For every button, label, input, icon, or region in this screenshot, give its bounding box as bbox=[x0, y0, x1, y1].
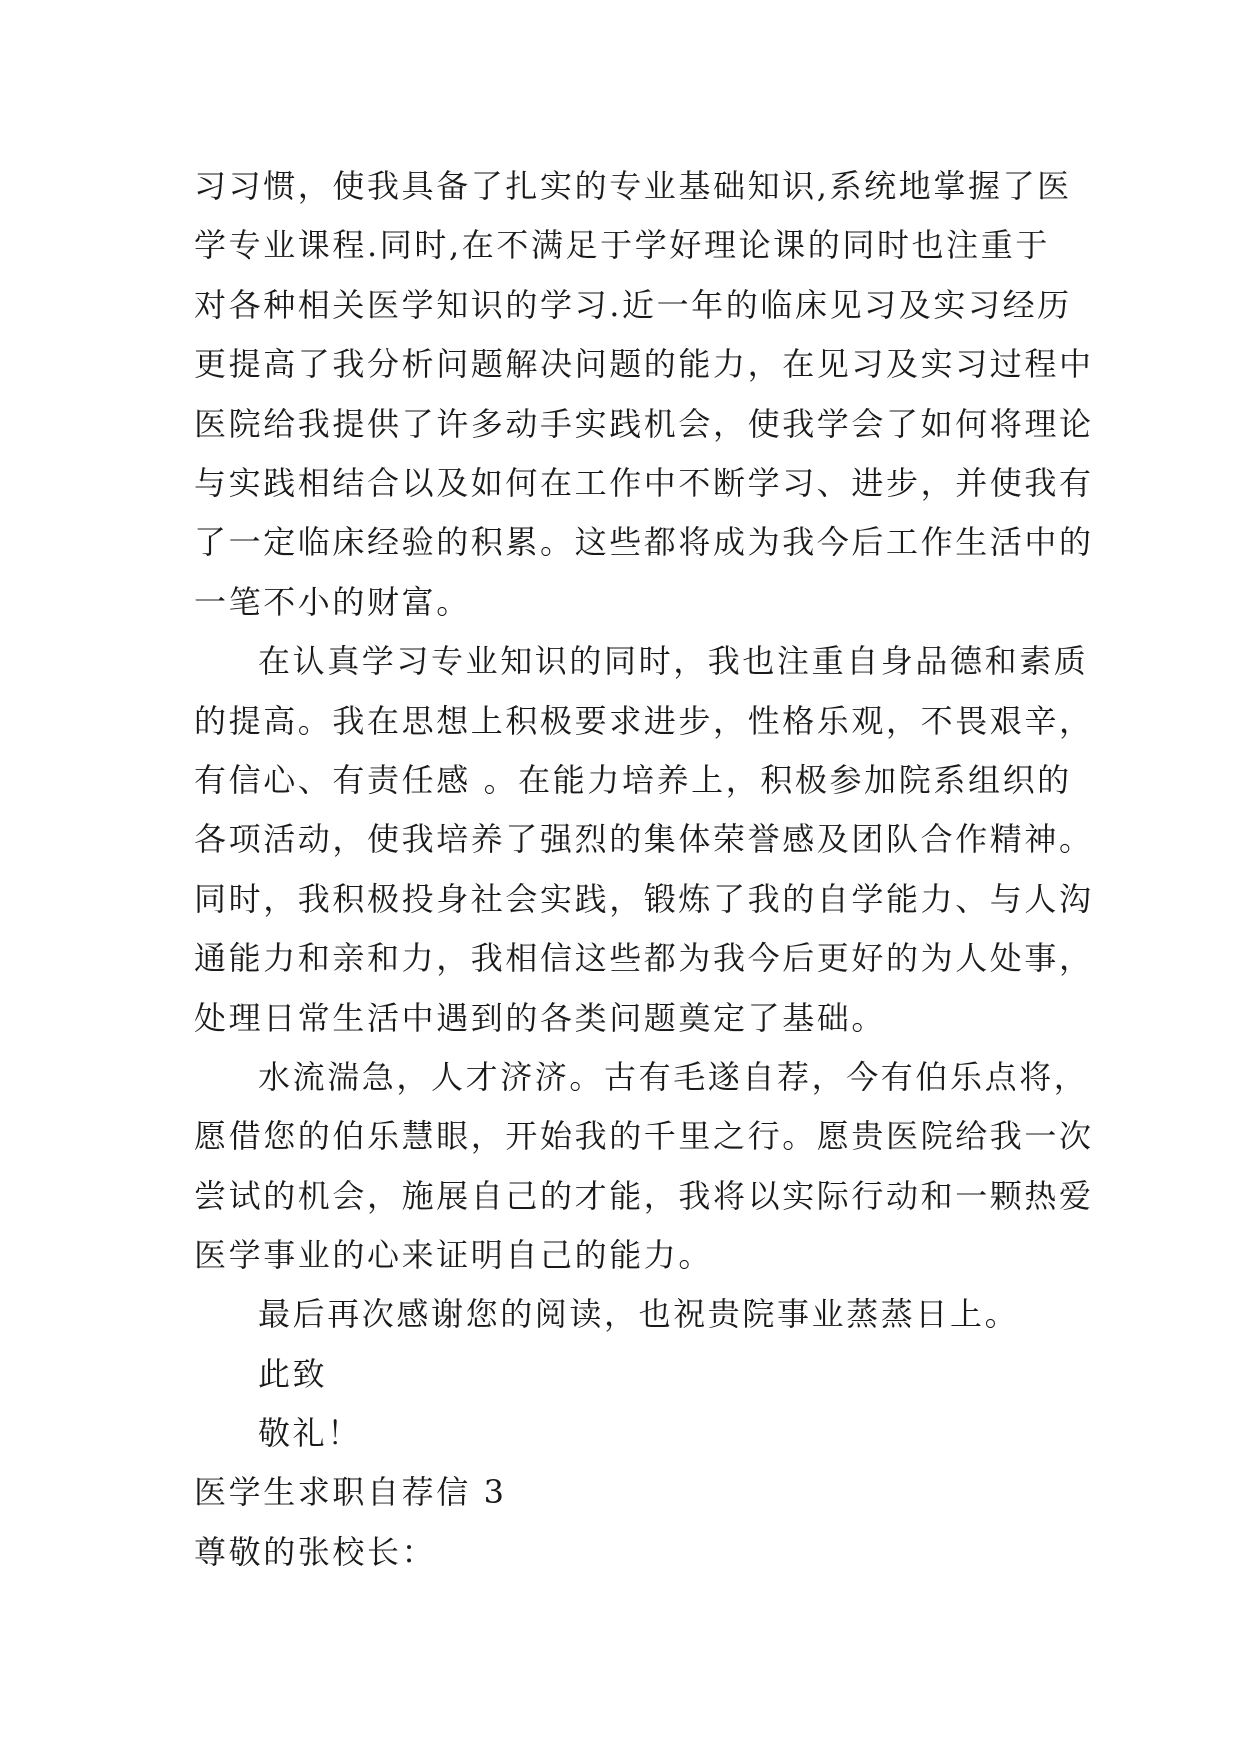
letter-greeting: 尊敬的张校长： bbox=[194, 1533, 437, 1571]
body-text-line: 医学事业的心来证明自己的能力。 bbox=[194, 1236, 714, 1274]
body-text-line: 通能力和亲和力，我相信这些都为我今后更好的为人处事， bbox=[194, 939, 1094, 977]
body-text-line: 对各种相关医学知识的学习.近一年的临床见习及实习经历 bbox=[194, 286, 1072, 324]
section-title: 医学生求职自荐信 3 bbox=[194, 1473, 507, 1511]
body-text-line: 了一定临床经验的积累。这些都将成为我今后工作生活中的 bbox=[194, 523, 1094, 561]
body-text-line: 同时，我积极投身社会实践，锻炼了我的自学能力、与人沟 bbox=[194, 880, 1094, 918]
body-text-line: 习习惯，使我具备了扎实的专业基础知识,系统地掌握了医 bbox=[194, 167, 1072, 205]
salutation-cizhi: 此致 bbox=[258, 1355, 328, 1393]
body-text-line: 更提高了我分析问题解决问题的能力，在见习及实习过程中 bbox=[194, 345, 1094, 383]
body-text-line: 愿借您的伯乐慧眼，开始我的千里之行。愿贵医院给我一次 bbox=[194, 1117, 1094, 1155]
body-text-line: 处理日常生活中遇到的各类问题奠定了基础。 bbox=[194, 999, 887, 1037]
body-text-line: 有信心、有责任感 。在能力培养上，积极参加院系组织的 bbox=[194, 761, 1072, 799]
paragraph-start-line: 水流湍急，人才济济。古有毛遂自荐，今有伯乐点将， bbox=[258, 1058, 1089, 1096]
closing-line: 最后再次感谢您的阅读，也祝贵院事业蒸蒸日上。 bbox=[258, 1295, 1020, 1333]
body-text-line: 尝试的机会，施展自己的才能，我将以实际行动和一颗热爱 bbox=[194, 1177, 1094, 1215]
body-text-line: 学专业课程.同时,在不满足于学好理论课的同时也注重于 bbox=[194, 226, 1050, 264]
paragraph-start-line: 在认真学习专业知识的同时，我也注重自身品德和素质 bbox=[258, 642, 1089, 680]
body-text-line: 各项活动，使我培养了强烈的集体荣誉感及团队合作精神。 bbox=[194, 820, 1094, 858]
body-text-line: 医院给我提供了许多动手实践机会，使我学会了如何将理论 bbox=[194, 405, 1094, 443]
body-text-line: 一笔不小的财富。 bbox=[194, 583, 471, 621]
body-text-line: 的提高。我在思想上积极要求进步，性格乐观，不畏艰辛， bbox=[194, 702, 1094, 740]
salutation-jingli: 敬礼！ bbox=[258, 1414, 362, 1452]
body-text-line: 与实践相结合以及如何在工作中不断学习、进步，并使我有 bbox=[194, 464, 1094, 502]
